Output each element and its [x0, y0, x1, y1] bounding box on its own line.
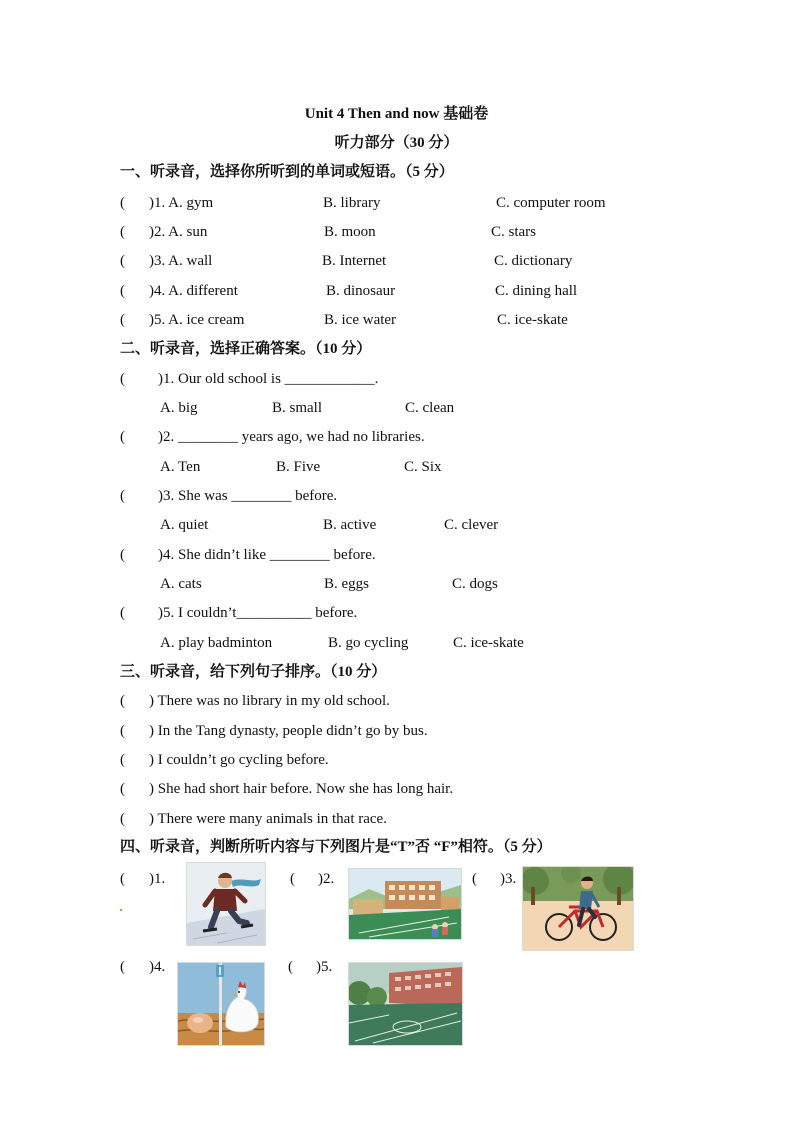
option-a: A. Ten: [160, 459, 201, 475]
option-b: B. small: [272, 400, 323, 416]
picture-label: )4.: [149, 959, 166, 975]
cycling-picture: [522, 866, 634, 951]
option-b: B. dinosaur: [326, 283, 396, 299]
picture-label: )1.: [149, 871, 166, 887]
section4-heading: 四、听录音，判断所听内容与下列图片是“T”否 “F”相符。（5 分）: [120, 839, 552, 855]
option-b: B. library: [323, 195, 381, 211]
section2-heading: 二、听录音，选择正确答案。（10 分）: [120, 341, 372, 357]
answer-paren: (: [120, 371, 125, 387]
picture-label: )2.: [318, 871, 335, 887]
answer-paren: (: [120, 547, 125, 563]
option-a: )1. A. gym: [149, 195, 214, 211]
answer-paren: (: [120, 605, 125, 621]
picture-label: )5.: [316, 959, 333, 975]
section1-heading: 一、听录音，选择你所听到的单词或短语。（5 分）: [120, 164, 454, 180]
sentence-text: ) I couldn’t go cycling before.: [149, 752, 329, 768]
option-c: C. ice-skate: [497, 312, 568, 328]
answer-paren: (: [120, 253, 125, 269]
option-b: B. Five: [276, 459, 321, 475]
answer-paren: (: [120, 195, 125, 211]
option-b: B. eggs: [324, 576, 369, 592]
answer-paren: (: [288, 959, 293, 975]
answer-paren: (: [120, 488, 125, 504]
option-a: )5. A. ice cream: [149, 312, 245, 328]
answer-paren: (: [120, 811, 125, 827]
option-b: B. go cycling: [328, 635, 409, 651]
question-text: )5. I couldn’t__________ before.: [158, 605, 358, 621]
answer-paren: (: [120, 312, 125, 328]
option-c: C. dining hall: [495, 283, 578, 299]
option-b: B. moon: [324, 224, 376, 240]
option-a: )2. A. sun: [149, 224, 208, 240]
answer-paren: (: [120, 871, 125, 887]
answer-paren: (: [120, 429, 125, 445]
answer-paren: (: [120, 781, 125, 797]
sentence-text: ) She had short hair before. Now she has long hair.: [149, 781, 454, 797]
option-c: C. computer room: [496, 195, 606, 211]
playground-picture: [348, 962, 463, 1046]
option-a: A. quiet: [160, 517, 209, 533]
page-title: Unit 4 Then and now 基础卷: [304, 106, 489, 122]
page-subtitle: 听力部分（30 分）: [334, 135, 459, 151]
school-picture: [348, 868, 462, 940]
answer-paren: (: [120, 693, 125, 709]
picture-label: )3.: [500, 871, 517, 887]
question-text: )4. She didn’t like ________ before.: [158, 547, 376, 563]
option-c: C. dictionary: [494, 253, 573, 269]
option-c: C. dogs: [452, 576, 498, 592]
answer-paren: (: [472, 871, 477, 887]
question-text: )3. She was ________ before.: [158, 488, 338, 504]
option-b: B. ice water: [324, 312, 397, 328]
option-a: )3. A. wall: [149, 253, 213, 269]
option-a: )4. A. different: [149, 283, 238, 299]
option-c: C. ice-skate: [453, 635, 524, 651]
option-b: B. Internet: [322, 253, 387, 269]
answer-paren: (: [120, 723, 125, 739]
option-a: A. cats: [160, 576, 202, 592]
sentence-text: ) There were many animals in that race.: [149, 811, 387, 827]
section3-heading: 三、听录音，给下列句子排序。（10 分）: [120, 664, 387, 680]
answer-paren: (: [120, 959, 125, 975]
option-c: C. clever: [444, 517, 499, 533]
egg-hen-picture: [177, 962, 265, 1046]
option-b: B. active: [323, 517, 377, 533]
answer-paren: (: [120, 224, 125, 240]
answer-paren: (: [120, 283, 125, 299]
question-text: )2. ________ years ago, we had no libraries.: [158, 429, 425, 445]
option-c: C. clean: [405, 400, 455, 416]
option-a: A. big: [160, 400, 198, 416]
sentence-text: ) There was no library in my old school.: [149, 693, 390, 709]
ice-skating-picture: [186, 862, 266, 946]
option-c: C. stars: [491, 224, 536, 240]
answer-paren: (: [120, 752, 125, 768]
option-a: A. play badminton: [160, 635, 273, 651]
question-text: )1. Our old school is ____________.: [158, 371, 379, 387]
answer-paren: (: [290, 871, 295, 887]
stray-mark: [120, 909, 122, 911]
option-c: C. Six: [404, 459, 442, 475]
sentence-text: ) In the Tang dynasty, people didn’t go by bus.: [149, 723, 428, 739]
